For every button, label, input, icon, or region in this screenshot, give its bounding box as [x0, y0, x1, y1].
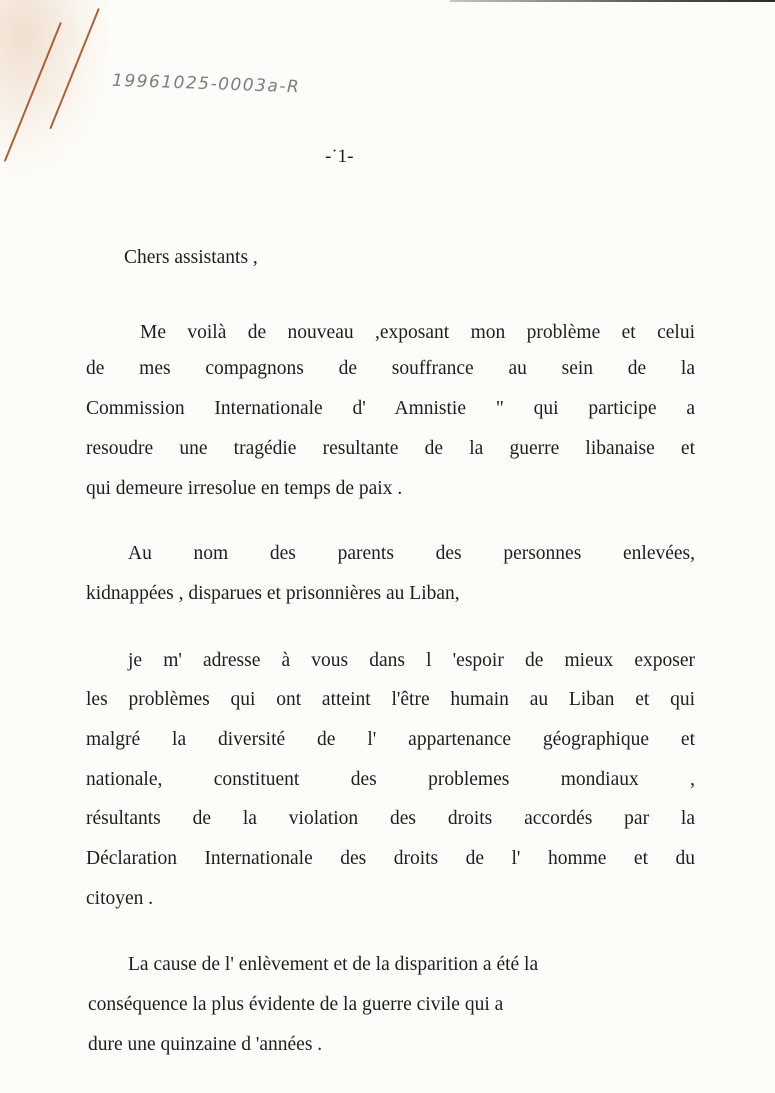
paragraph-line: citoyen .	[86, 888, 154, 909]
paragraph-line: Déclaration Internationale des droits de l' homme et du	[86, 848, 695, 869]
paragraph-line: qui demeure irresolue en temps de paix .	[86, 478, 403, 499]
scan-edge-shadow	[450, 0, 775, 2]
rust-stain	[0, 0, 110, 175]
paragraph-line: resoudre une tragédie resultante de la guerre libanaise et	[86, 438, 695, 459]
paragraph-line: les problèmes qui ont atteint l'être humain au Liban et qui	[86, 689, 695, 710]
paragraph-line: conséquence la plus évidente de la guerre civile qui a	[88, 994, 504, 1015]
paragraph-line: de mes compagnons de souffrance au sein de la	[86, 358, 695, 379]
archive-annotation: 19961025-0003a-R	[111, 70, 301, 98]
paragraph-line: nationale, constituent des problemes mondiaux ,	[86, 769, 695, 790]
page-number: -˙1-	[325, 146, 354, 167]
paragraph-line: je m' adresse à vous dans l 'espoir de mieux exposer	[128, 650, 695, 671]
paragraph-line: résultants de la violation des droits accordés par la	[86, 808, 695, 829]
paragraph-line: kidnappées , disparues et prisonnières au Liban,	[86, 583, 460, 604]
paragraph-line: Me voilà de nouveau ,exposant mon problème et celui	[140, 322, 695, 343]
paragraph-line: dure une quinzaine d 'années .	[88, 1034, 323, 1055]
paragraph-line: Au nom des parents des personnes enlevées,	[128, 543, 695, 564]
paragraph-line: malgré la diversité de l' appartenance géographique et	[86, 729, 695, 750]
paragraph-line: Commission Internationale d' Amnistie " qui participe a	[86, 398, 695, 419]
paragraph-line: La cause de l' enlèvement et de la disparition a été la	[128, 954, 539, 975]
salutation: Chers assistants ,	[124, 247, 258, 268]
